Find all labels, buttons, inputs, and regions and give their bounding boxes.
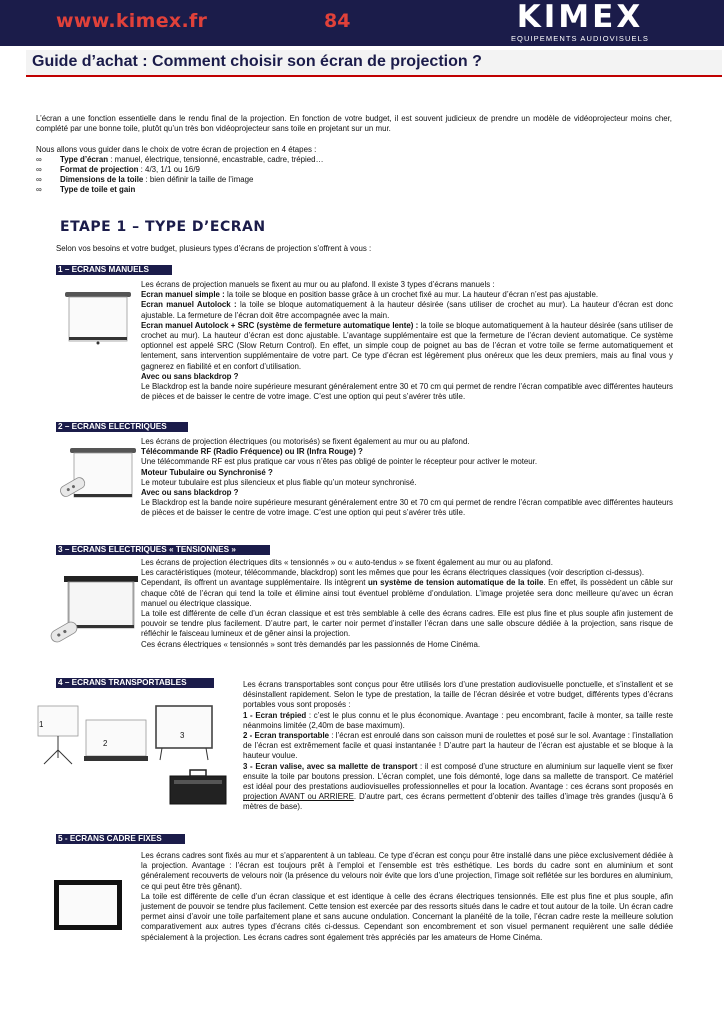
section-text-transportables: [243, 680, 673, 813]
step-item: [36, 165, 536, 175]
text-line: la toile se bloque automatiquement à la hauteur désirée (sans utiliser de crochet au mur). La hauteur d’écran est donc ajustable. La fermeture de l’écran doit être accompagnée avec la main.: [141, 300, 673, 320]
section-title-cadre: 5 - ECRANS CADRE FIXES: [56, 834, 185, 844]
step-desc: : bien définir la taille de l’image: [143, 175, 254, 184]
section-text-electriques: [141, 437, 673, 519]
logo-tagline: EQUIPEMENTS AUDIOVISUELS: [510, 34, 650, 43]
kimex-logo: [500, 2, 660, 46]
frame-screen-image: [52, 878, 124, 932]
portable-label: 1: [39, 720, 44, 729]
text-bold: 2 - Ecran transportable: [243, 731, 330, 741]
bullet-infinity-icon: ∞: [36, 165, 42, 174]
portable-label: 2: [103, 739, 108, 748]
text-line: . D’autre part, ces écrans permettent d’obtenir des tailles d’image très grandes (jusqu’à 6 mètres de base).: [243, 792, 673, 812]
text-bold: Avec ou sans blackdrop ?: [141, 371, 239, 381]
section-text-cadre: [141, 851, 673, 943]
text-bold: 1 - Ecran trépied: [243, 710, 307, 720]
etape-1-heading: ETAPE 1 – TYPE D’ECRAN: [60, 219, 266, 235]
portable-label: 3: [180, 731, 185, 740]
text-bold: Ecran manuel Autolock + SRC (système de fermeture automatique lente) :: [141, 320, 419, 330]
text-line: Ces écrans électriques « tensionnés » sont très demandés par les passionnés de Home Cinéma.: [141, 639, 481, 649]
text-bold: un système de tension automatique de la toile: [367, 578, 544, 588]
text-line: Les écrans transportables sont conçus pour être utilisés lors d’une prestation audiovisuelle ponctuelle, et s’installent et se désinstallent rapidement. Selon le type de prestation, la taille de l’écran désirée et votre budget, différents types d’écrans portables vous sont proposés :: [243, 680, 673, 710]
page-title-bar: [26, 50, 722, 77]
text-bold: Avec ou sans blackdrop ?: [141, 488, 239, 498]
bullet-infinity-icon: ∞: [36, 185, 42, 194]
step-label: Type d’écran: [60, 155, 109, 164]
text-line: La toile est différente de celle d’un écran classique et est très semblable à celle des écrans cadres. Elle est plus fine et plus souple afin justement de pouvoir se tendre plus facilement. D’autre part, le carter noir permet d’installer l’écran dans une salle obscure dédiée à la projection, sans risque de réfléchir le faisceau lumineux et de gêner ainsi la projection.: [141, 609, 673, 639]
bullet-infinity-icon: ∞: [36, 175, 42, 184]
text-line: La toile est différente de celle d’un écran classique et est identique à celle des écrans électriques tensionnés. Elle est plus fine et plus souple, afin justement de pouvoir se tendre plus facilement. Cette tension est exercée par des ressorts situés dans le cadre et tout autour de la toile. Un écran cadre permet ainsi d’avoir une toile parfaitement plane et sans aucune ondulation. Concernant la planéité de la toile, l’écran cadre reste la meilleure solution comparativement aux autres types d’écrans cités ci-dessus. Cependant son encombrement et son visuel permanent requièrent une salle dédiée spécialement à la projection. Les écrans cadres sont également très appréciés par les amateurs de Home Cinéma.: [141, 891, 673, 942]
text-underlined: projection AVANT ou ARRIERE: [243, 792, 354, 802]
tensioned-screen-image: [46, 572, 142, 648]
text-bold: Ecran manuel Autolock :: [141, 300, 237, 310]
step-label: Type de toile et gain: [60, 185, 136, 194]
text-bold: Télécommande RF (Radio Fréquence) ou IR (Infra Rouge) ?: [141, 447, 363, 457]
text-line: Les écrans de projection électriques dits « tensionnés » ou « auto-tendus » se fixent également au mur ou au plafond.: [141, 558, 553, 567]
step-item: [36, 185, 536, 195]
text-bold: Ecran manuel simple :: [141, 290, 225, 300]
step-item: [36, 155, 536, 165]
bullet-infinity-icon: ∞: [36, 155, 42, 164]
text-line: Les caractéristiques (moteur, télécommande, blackdrop) sont les mêmes que pour les écrans électriques classiques (voir description ci-dessus).: [141, 568, 645, 578]
step-desc: : manuel, électrique, tensionné, encastrable, cadre, trépied…: [108, 155, 324, 164]
page-title: Guide d’achat : Comment choisir son écran de projection ?: [32, 53, 482, 70]
section-title-tensionnes: 3 – ECRANS ELECTRIQUES « TENSIONNES »: [56, 545, 270, 555]
text-line: Le Blackdrop est la bande noire supérieure mesurant généralement entre 30 et 70 cm qui permet de rendre l’écran compatible avec différentes hauteurs de pièces et de baisser le centre de votre image. C’est une option qui peut s’avérer très utile.: [141, 498, 673, 518]
step-desc: : 4/3, 1/1 ou 16/9: [138, 165, 200, 174]
page-header: [0, 0, 724, 46]
text-line: Le Blackdrop est la bande noire supérieure mesurant généralement entre 30 et 70 cm qui permet de rendre l’écran compatible avec différentes hauteurs de pièces et de baisser le centre de votre image. C’est une option qui peut s’avérer très utile.: [141, 382, 673, 402]
intro-paragraph: L’écran a une fonction essentielle dans le rendu final de la projection. En fonction de votre budget, il est souvent judicieux de prendre un modèle de vidéoprojecteur moins cher, complété par une bonne toile, plutôt qu’un très bon vidéoprojecteur sans toile en projetant sur un mur.: [36, 114, 672, 134]
text-line: : l’écran est enroulé dans son caisson muni de roulettes et posé sur le sol. Avantage : l’installation de l’écran est extrêmement facile et quasi instantanée ! D’autre part la hauteur de l’écran est ajustable et se bloque à la hauteur voulue.: [243, 731, 674, 761]
text-line: Les écrans cadres sont fixés au mur et s’apparentent à un tableau. Ce type d’écran est conçu pour être installé dans une pièce exclusivement dédiée à la projection. Avantage : l’écran est toujours prêt à l’emploi et l’ensemble est très esthétique. Les bords du cadre sont en aluminium et sont généralement recouverts de velours noir (la présence du velours noir évite que lors d’une projection, l’image soit reflétée sur les bordures en aluminium, ce qui peut être très gênant).: [141, 851, 673, 891]
website-url[interactable]: www.kimex.fr: [56, 10, 208, 32]
section-title-electriques: 2 – ECRANS ELECTRIQUES: [56, 422, 188, 432]
text-line: : il est composé d’une structure en aluminium sur laquelle vient se fixer ensuite la toile par boutons pression. L’écran complet, une fois démonté, loge dans sa mallette de transport. Ce matériel est idéal pour des prestations audiovisuelles professionnelles et pour la location. Avantage : ces écrans sont proposés en: [243, 761, 673, 792]
logo-brand: KIMEX: [516, 0, 644, 35]
text-line: . En effet, ils possèdent un câble sur chaque côté de l’écran qui tend la toile et élimine ainsi tout éventuel problème d’ondulation. L’image projetée sera donc meilleure qu’avec un écran manuel ou électrique classique.: [141, 578, 673, 608]
section-title-manuels: 1 – ECRANS MANUELS: [56, 265, 172, 275]
text-line: Les écrans de projection électriques (ou motorisés) se fixent également au mur ou au plafond.: [141, 437, 470, 446]
section-text-tensionnes: [141, 558, 673, 650]
electric-screen-image: [56, 444, 140, 510]
text-line: Une télécommande RF est plus pratique car vous n’êtes pas obligé de pointer le récepteur pour activer le moteur.: [141, 457, 538, 467]
text-bold: 3 - Ecran valise, avec sa mallette de transport: [243, 761, 418, 771]
section-text-manuels: [141, 280, 673, 402]
step-label: Dimensions de la toile: [60, 175, 144, 184]
text-line: Les écrans de projection manuels se fixent au mur ou au plafond. Il existe 3 types d’écrans manuels :: [141, 280, 495, 289]
text-line: la toile se bloque automatiquement à la hauteur désirée (sans utiliser de crochet au mur). La hauteur d’écran est donc ajustable. L’avantage supplémentaire est que la fermeture de l’écran devient automatique. Ce système optionnel est appelé SRC (Slow Return Control). En effet, un simple coup de poignet au bas de l’écran et votre toile se ferme automatiquement et lentement, sans intervention supplémentaire de votre part. Ce type d’écran est légèrement plus onéreux que les deux premiers, mais au final vous y gagnerez en fiabilité et en confort d’utilisation.: [141, 320, 674, 371]
text-line: : c’est le plus connu et le plus économique. Avantage : peu encombrant, facile à monter, sa taille reste néanmoins limitée (2,40m de base maximum).: [243, 710, 673, 730]
manual-screen-image: [63, 290, 133, 348]
text-line: Le moteur tubulaire est plus silencieux et plus fiable qu’un moteur synchronisé.: [141, 477, 417, 487]
portable-screens-image: [30, 700, 240, 812]
text-line: la toile se bloque en position basse grâce à un crochet fixé au mur. La hauteur d’écran n’est pas ajustable.: [224, 290, 599, 300]
page-number: 84: [324, 10, 351, 32]
step-item: [36, 175, 536, 185]
step-label: Format de projection: [60, 165, 139, 174]
section-title-transportables: 4 – ECRANS TRANSPORTABLES: [56, 678, 214, 688]
text-bold: Moteur Tubulaire ou Synchronisé ?: [141, 467, 273, 477]
etape-1-intro: Selon vos besoins et votre budget, plusieurs types d’écrans de projection s’offrent à vous :: [56, 244, 372, 253]
text-line: Cependant, ils offrent un avantage supplémentaire. Ils intègrent: [141, 578, 368, 588]
steps-intro: Nous allons vous guider dans le choix de votre écran de projection en 4 étapes :: [36, 145, 317, 154]
